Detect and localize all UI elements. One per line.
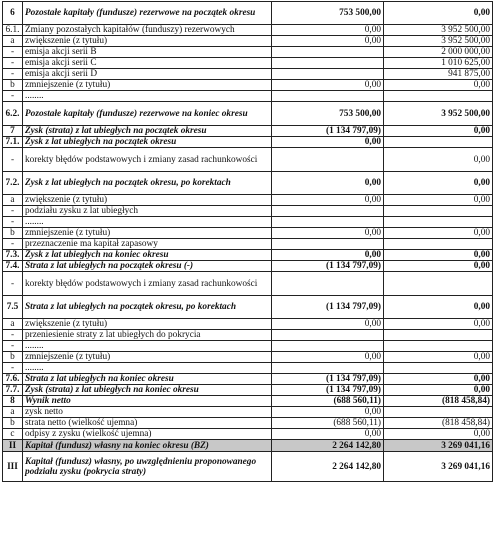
value-current-period — [272, 330, 384, 341]
row-label: przeniesienie straty z lat ubiegłych do pokrycia — [23, 330, 272, 341]
value-previous-period: 0,00 — [384, 296, 493, 319]
row-number: 7.1. — [3, 137, 23, 148]
value-current-period — [272, 91, 384, 102]
row-number: 7.2. — [3, 172, 23, 195]
row-label: emisja akcji serii C — [23, 58, 272, 69]
value-previous-period: 0,00 — [384, 172, 493, 195]
row-number: - — [3, 239, 23, 250]
value-previous-period: 0,00 — [384, 385, 493, 396]
value-current-period: (688 560,11) — [272, 396, 384, 407]
value-previous-period — [384, 407, 493, 418]
row-number: - — [3, 330, 23, 341]
row-number: 6.2. — [3, 102, 23, 126]
value-current-period — [272, 217, 384, 228]
row-number: - — [3, 58, 23, 69]
value-current-period: (1 134 797,09) — [272, 374, 384, 385]
row-number: 6.1. — [3, 25, 23, 36]
table-row — [3, 217, 493, 228]
value-previous-period — [384, 206, 493, 217]
row-label: zmniejszenie (z tytułu) — [23, 352, 272, 363]
value-current-period — [272, 69, 384, 80]
row-label: przeznaczenie ma kapitał zapasowy — [23, 239, 272, 250]
value-previous-period — [384, 341, 493, 352]
value-current-period — [272, 58, 384, 69]
row-number: III — [3, 452, 23, 482]
value-previous-period: 3 952 500,00 — [384, 25, 493, 36]
table-row — [3, 228, 493, 239]
table-row — [3, 91, 493, 102]
table-row — [3, 102, 493, 126]
row-label: ........ — [23, 341, 272, 352]
row-label: Wynik netto — [23, 396, 272, 407]
row-label: emisja akcji serii B — [23, 47, 272, 58]
value-previous-period: 0,00 — [384, 228, 493, 239]
row-label: korekty błędów podstawowych i zmiany zasad rachunkowości — [23, 272, 272, 296]
table-row — [3, 374, 493, 385]
table-row — [3, 272, 493, 296]
row-number: 8 — [3, 396, 23, 407]
equity-changes-table — [2, 1, 493, 482]
row-label: strata netto (wielkość ujemna) — [23, 418, 272, 429]
value-previous-period: 0,00 — [384, 2, 493, 25]
value-previous-period: 0,00 — [384, 261, 493, 272]
row-label: ........ — [23, 217, 272, 228]
value-previous-period — [384, 272, 493, 296]
row-label: zysk netto — [23, 407, 272, 418]
row-label: Kapitał (fundusz) własny, po uwzględnieniu proponowanego podziału zysku (pokrycia straty) — [23, 452, 272, 482]
row-number: - — [3, 91, 23, 102]
row-label: zwiększenie (z tytułu) — [23, 36, 272, 47]
value-previous-period: 0,00 — [384, 429, 493, 440]
row-number: c — [3, 429, 23, 440]
table-row — [3, 69, 493, 80]
row-label: Zysk (strata) z lat ubiegłych na początek okresu — [23, 126, 272, 137]
value-previous-period: 3 269 041,16 — [384, 452, 493, 482]
value-previous-period: 3 269 041,16 — [384, 440, 493, 452]
value-current-period: 2 264 142,80 — [272, 452, 384, 482]
value-previous-period: 1 010 625,00 — [384, 58, 493, 69]
value-previous-period: 3 952 500,00 — [384, 36, 493, 47]
row-number: a — [3, 36, 23, 47]
row-label: Zysk z lat ubiegłych na początek okresu — [23, 137, 272, 148]
row-label: Strata z lat ubiegłych na koniec okresu — [23, 374, 272, 385]
value-previous-period — [384, 217, 493, 228]
table-row — [3, 452, 493, 482]
table-row — [3, 250, 493, 261]
table-row — [3, 261, 493, 272]
value-current-period — [272, 363, 384, 374]
table-row — [3, 407, 493, 418]
value-current-period — [272, 206, 384, 217]
table-row — [3, 341, 493, 352]
value-previous-period: 0,00 — [384, 126, 493, 137]
table-row — [3, 137, 493, 148]
row-number: - — [3, 363, 23, 374]
row-label: Zysk z lat ubiegłych na początek okresu, po korektach — [23, 172, 272, 195]
row-label: zmniejszenie (z tytułu) — [23, 228, 272, 239]
row-label: ........ — [23, 363, 272, 374]
value-current-period — [272, 272, 384, 296]
table-row — [3, 36, 493, 47]
row-number: 7.6. — [3, 374, 23, 385]
value-previous-period: 3 952 500,00 — [384, 102, 493, 126]
value-previous-period: 941 875,00 — [384, 69, 493, 80]
value-previous-period: 2 000 000,00 — [384, 47, 493, 58]
row-number: - — [3, 217, 23, 228]
table-body — [3, 2, 493, 482]
value-previous-period — [384, 91, 493, 102]
row-label: zmniejszenie (z tytułu) — [23, 80, 272, 91]
value-current-period: 0,00 — [272, 25, 384, 36]
value-previous-period — [384, 330, 493, 341]
value-previous-period: 0,00 — [384, 80, 493, 91]
row-number: 7.3. — [3, 250, 23, 261]
row-label: podziału zysku z lat ubiegłych — [23, 206, 272, 217]
table-row — [3, 319, 493, 330]
value-previous-period — [384, 137, 493, 148]
table-row — [3, 172, 493, 195]
table-row — [3, 296, 493, 319]
row-label: korekty błędów podstawowych i zmiany zasad rachunkowości — [23, 148, 272, 172]
value-current-period — [272, 47, 384, 58]
row-number: - — [3, 148, 23, 172]
table-row — [3, 206, 493, 217]
value-current-period: 0,00 — [272, 250, 384, 261]
row-label: zwiększenie (z tytułu) — [23, 319, 272, 330]
row-label: Pozostałe kapitały (fundusze) rezerwowe na początek okresu — [23, 2, 272, 25]
row-number: - — [3, 47, 23, 58]
table-row — [3, 2, 493, 25]
value-previous-period: 0,00 — [384, 250, 493, 261]
value-current-period: 0,00 — [272, 80, 384, 91]
row-number: b — [3, 418, 23, 429]
row-number: b — [3, 228, 23, 239]
table-row — [3, 418, 493, 429]
value-current-period: 0,00 — [272, 195, 384, 206]
row-label: Strata z lat ubiegłych na początek okresu (-) — [23, 261, 272, 272]
row-number: a — [3, 407, 23, 418]
value-current-period: 2 264 142,80 — [272, 440, 384, 452]
value-previous-period — [384, 239, 493, 250]
value-previous-period: 0,00 — [384, 148, 493, 172]
value-previous-period: 0,00 — [384, 319, 493, 330]
row-label: ........ — [23, 91, 272, 102]
table-row — [3, 330, 493, 341]
row-number: a — [3, 319, 23, 330]
table-row — [3, 58, 493, 69]
row-label: Zysk (strata) z lat ubiegłych na koniec okresu — [23, 385, 272, 396]
row-number: 7.5 — [3, 296, 23, 319]
value-previous-period: 0,00 — [384, 195, 493, 206]
row-number: - — [3, 69, 23, 80]
value-current-period: 753 500,00 — [272, 102, 384, 126]
value-current-period: (1 134 797,09) — [272, 126, 384, 137]
table-row — [3, 429, 493, 440]
value-current-period: 0,00 — [272, 36, 384, 47]
row-number: 7.7. — [3, 385, 23, 396]
value-current-period: 0,00 — [272, 228, 384, 239]
row-number: - — [3, 206, 23, 217]
value-current-period: 0,00 — [272, 172, 384, 195]
row-number: b — [3, 352, 23, 363]
row-label: Zysk z lat ubiegłych na koniec okresu — [23, 250, 272, 261]
table-row — [3, 385, 493, 396]
row-label: Zmiany pozostałych kapitałów (funduszy) rezerwowych — [23, 25, 272, 36]
table-row — [3, 148, 493, 172]
table-row — [3, 126, 493, 137]
table-row — [3, 239, 493, 250]
value-previous-period: (818 458,84) — [384, 418, 493, 429]
row-label: emisja akcji serii D — [23, 69, 272, 80]
value-current-period — [272, 148, 384, 172]
value-current-period: 0,00 — [272, 319, 384, 330]
value-previous-period: 0,00 — [384, 352, 493, 363]
row-label: zwiększenie (z tytułu) — [23, 195, 272, 206]
row-label: Kapitał (fundusz) własny na koniec okresu (BZ) — [23, 440, 272, 452]
row-number: II — [3, 440, 23, 452]
row-number: - — [3, 341, 23, 352]
value-previous-period — [384, 363, 493, 374]
row-number: 7.4. — [3, 261, 23, 272]
row-label: odpisy z zysku (wielkość ujemna) — [23, 429, 272, 440]
value-current-period — [272, 239, 384, 250]
row-label: Strata z lat ubiegłych na początek okresu, po korektach — [23, 296, 272, 319]
value-current-period: (1 134 797,09) — [272, 296, 384, 319]
row-label: Pozostałe kapitały (fundusze) rezerwowe na koniec okresu — [23, 102, 272, 126]
table-row — [3, 25, 493, 36]
table-row — [3, 396, 493, 407]
table-row — [3, 352, 493, 363]
value-current-period: 0,00 — [272, 352, 384, 363]
table-row — [3, 47, 493, 58]
row-number: b — [3, 80, 23, 91]
value-previous-period: (818 458,84) — [384, 396, 493, 407]
value-current-period: 0,00 — [272, 137, 384, 148]
value-current-period: (1 134 797,09) — [272, 261, 384, 272]
table-row — [3, 80, 493, 91]
value-previous-period: 0,00 — [384, 374, 493, 385]
value-current-period: 0,00 — [272, 407, 384, 418]
row-number: - — [3, 272, 23, 296]
row-number: 7 — [3, 126, 23, 137]
value-current-period — [272, 341, 384, 352]
table-row — [3, 440, 493, 452]
row-number: a — [3, 195, 23, 206]
value-current-period: (688 560,11) — [272, 418, 384, 429]
value-current-period: 753 500,00 — [272, 2, 384, 25]
table-row — [3, 363, 493, 374]
value-current-period: 0,00 — [272, 429, 384, 440]
value-current-period: (1 134 797,09) — [272, 385, 384, 396]
row-number: 6 — [3, 2, 23, 25]
table-row — [3, 195, 493, 206]
